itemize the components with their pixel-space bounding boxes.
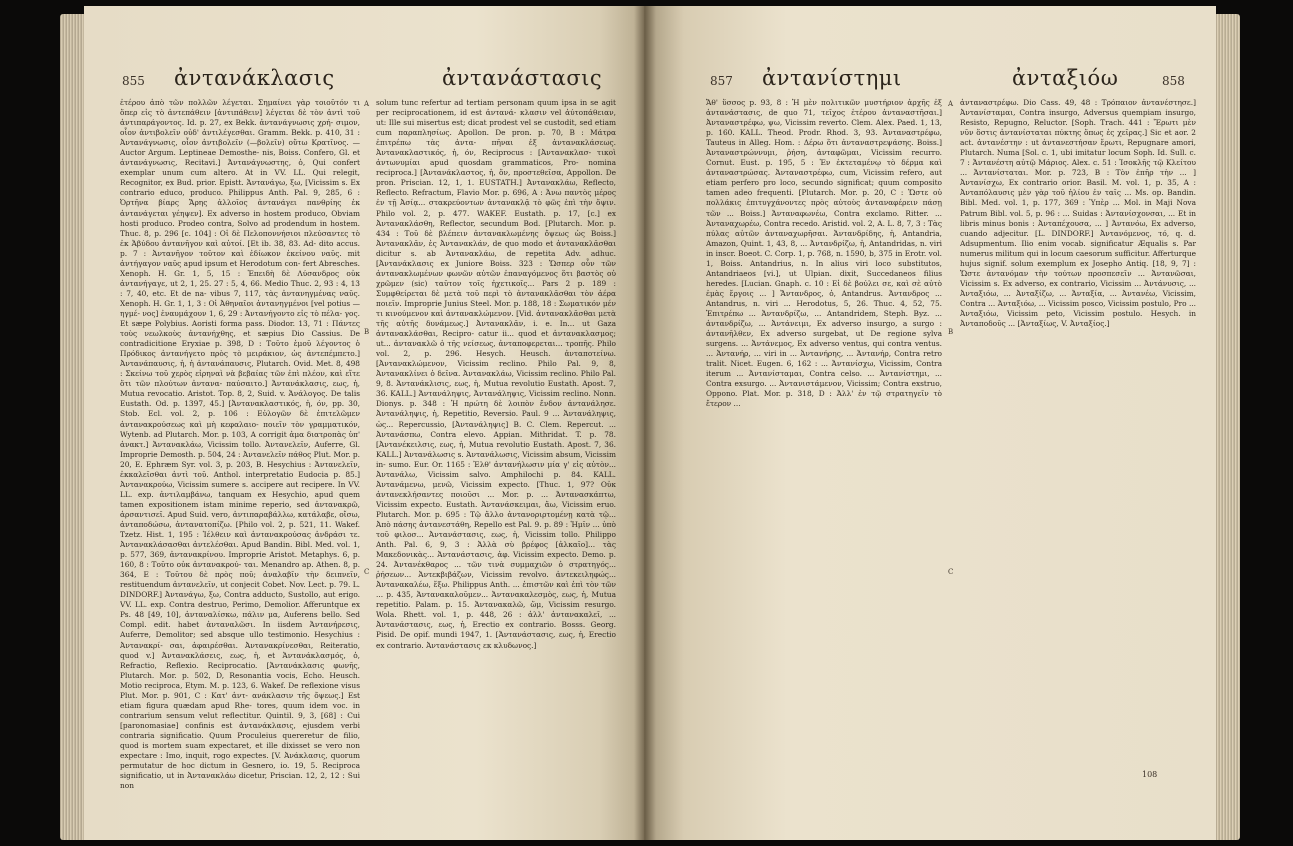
right-footer-number: 108 <box>1142 770 1158 779</box>
right-headword-second: ἀνταξιόω <box>1012 66 1119 90</box>
right-page <box>644 6 1216 840</box>
page-edges-left <box>60 14 86 840</box>
right-page-number: 858 <box>1162 74 1185 88</box>
right-column-mark-b: B <box>948 328 954 336</box>
left-column-b <box>376 98 616 828</box>
left-page-number: 855 <box>122 74 145 88</box>
right-column-a <box>706 98 942 828</box>
left-column-b-text: solum tunc refertur ad tertiam personam quum ipsa in se agit per reciprocationem, id est ἀντανά- κλασιν vel ἀύτοπάθειαν, ut: Ille sui misertus est; dicat prodest vel se custodit, sed etiam cum παραπλησίως. Apollon. De pron. p. 70, B : Μάτρα ἐπιτρέπω τὰς ἀντα- πῆναι ἐξ ἀντανακλάσεως. Ἀντανακλαστικός, ἡ, όν, Reciprocus : [Ἀντανακλασ- τικοὶ ἀντωνυμίαι apud quosdam grammaticos, Pro- nomina reciproca.] [Ἀντανάκλαστος, ἡ, ὄν, προστεθεῖσα, Appollon. De pron. Priscian. 12, 1, 1. EUSTATH.] Ἀντανακλάω, Reflecto, Reflecto. Refractum, Flavio Mor. p. 696, A : Ἀνω παντὸς μέρος ἐν τῇ Ἀσίᾳ... στακρεύοντων ἀντανακλᾷ τὸ φῶς ἐπὶ τὴν ὄψιν. Philo vol. 2, p. 477. WAKEF. Eustath. p. 17, [c.] ex Ἀντανακλάσθη, Reflector, secundum Bod. [Plutarch. Mor. p. 434 : Τοῦ δὲ βλέπειν ἀντανακλωμένης ὄψεως ὡς Boiss.] Ἀντανακλᾶν, ἐς Ἀντανακλάν, de quo modo et ἀντανακλᾶσθαι dicitur s. ab Ἀντανακλάω, de repetita Adv. adhuc. [Ἀντανάκλασις ex Juniore Boiss. 323 : Ὥσπερ οὖν τῶν ἀντανακλωμένων φωνῶν αὐτῶν ἐπαναγόμενος ὅτι βαστὸς οὐ χρῶμεν (sic) ταῦτον τοῖς ἠχετικοῖς... Pars 2 p. 189 : Συμφθείρεται δὲ μετὰ τοῦ περὶ τὸ ἀντανακλᾶσθαι τὸν ἀέρα ποιεῖν. Improprie Junius Steel. Mor. p. 188, 18 : Σωματικόν μέν τι κινούμενον καὶ ἀντανακλώμενον. [Vid. ἀντανακλᾶσθαι μετὰ τῆς αὐτῆς δυνάμεως.] Ἀντανακλᾶν, i. e. In... ut Gaza ἀντανακλάσθαι, Recipro- catur ii... quod et ἀντανακλασμος; ut... ἀντανακλῶ ὁ τῆς νείσεως, ἀνταποφερεται... τροπῆς. Philo vol. 2, p. 296. Hesych. Heusch. ἀνταποτείνω. [Ἀντανακλώμενον, Vicissim reclino. Philo Pal. 9, 8, Ἀντανακλίνει ὁ δεῖνα. Ἀντανακλάω, Vicissim reclino. Philo Pal. 9, 8. Ἀντανάκλισις, εως, ἡ, Mutua revolutio Eustath. Apost. 7, 36. KALL.] Ἀντανάληψις, Ἀντανάληψις, Vicissim reclino. Nonn. Dionys. p. 348 : Ἡ πρώτη δὲ λοιπὸν ἔνδον ἀντανάλησε. Ἀντανάληψις, ἡ, Repetitio, Reversio. Paul. 9 ... Ἀντανάληψις, ὡς... Repercussio, [Ἀντανάληψις] B. C. Clem. Repercut. ... Ἀντανάσπω, Contra elevo. Appian. Mithridat. T. p. 78. [Ἀντανέκειλσις, εως, ἡ, Mutua revolutio Eustath. Apost. 7, 36. KALL.] Ἀντανάλωσις s. Ἀντανάλωσις, Vicissim absum, Vicissim in- sumo. Eur. Or. 1165 : Ἐλθ' ἀντανήλωσιν μία γ' εἰς αὐτὸν... Ἀντανάλω, Vicissim salvo. Amphilochi p. 84. KALL. Ἀντανάμενω, μενῶ, Vicissim expecto. [Thuc. 1, 97? Οὐκ ἀντανεκλήσαντες ποιοῦσι ... Mor. p. ... Ἀντανασκάπτω, Vicissim expecto. Eustath. Ἀντανάσκειμαι, ἄω, Vicissim eruo. Plutarch. Mor. p. 695 : Τῷ ἄλλο ἀντανοριρτομένῃ κατὰ τῷ... Ἀπὸ πάσης ἀντανεστάθη, Repello est Pal. 9. p. 89 : Ἡμῖν ... ὑπὸ τοῦ φιλοσ... Ἀντανάστασις, εως, ἡ, Vicissim tollo. Philippo Anth. Pal. 6, 9, 3 : Ἀλλὰ σὺ βρέφος [ἀλκαῖο]... τὰς Μακεδονικὰς... Ἀντανάστασις, ἀφ. Vicissim expecto. Demo. p. 24. Ἀντανέκθαρος ... τῶν τινὰ συμμαχιῶν ὁ στρατηγός... ῥήσεων... Ἀντεκβιβάζων, Vicissim revolvo. ἀντεκειληφώς... Ἀντανακαλέω, ἔξω. Philippus Anth. ... ἐπιστῶν καὶ ἐπὶ τὸν τῶν ... p. 435, Ἀντανακαλοῦμεν... Ἀντανακαλεσμὸς, εως, ἡ, Mutua repetitio. Palam. p. 15. Ἀντανακαλῶ, ὥμ, Vicissim resurgo. Wola. Rhett. vol. 1, p. 448, 26 : ἀλλ' ἀντανακαλεῖ, ... Ἀντανάστασις, εως, ἡ, Erectio ex contrario. Bosss. Georg. Pisid. De opif. mundi 1947, 1. [Ἀντανάστασις, εως, ἡ, Erectio ex contrario. Ἀντανάστασις εκ κλυδωνος.] <box>376 98 616 650</box>
left-page-columns <box>84 98 644 838</box>
left-column-a <box>120 98 360 828</box>
left-running-head <box>84 66 644 96</box>
left-page <box>84 6 644 840</box>
right-column-a-text: Ἄθ' ὕσσος p. 93, 8 : Ἡ μὲν πολιτικῶν μυστήριον ἀρχῆς ἐξ ἀντανάστασις, de quo 71, τεῖχος ἑτέρου ἀνταναστῆσαι.] Ἀνταναστρέφω, ψω, Vicissim reverto. Clem. Alex. Paed. 1, 13, p. 160. KALL. Theod. Prodr. Rhod. 3, 93. Ἀνταναστρέφω, Tauteus in Alleg. Hom. : Δέρω ὅτι ἀνταναστρεψάσης. Boiss.] Ἀνταναστρώννυμι, ῥήση, ἀνταφῶμαι, Vicissim recurro. Cornut. Eust. p. 195, 5 : Ἐν ἐκτεταμένῳ τὸ δέρμα καὶ ἀνταναστρώσας. Ἀνταναστρέφω, cum, Vicissim refero, aut etiam perfero pro loco, secundo significat; quum composito tamen adeo frequenti. [Plutarch. Mor. p. 20, C : Ὥστε οὐ πολλάκις ἐπιτυγχάνοντες πρὸς αὐτοὺς ἀνταναφέρειν πάσῃ τῶν ... Boiss.] Ἀνταναφωνέω, Contra exclamo. Ritter. ... Ἀνταναχωρέω, Contra recedo. Aristid. vol. 2, A. L. 8, 7, 3 : Τὰς πύλας αὐτῶν ἀνταναχωρῆσαι. Ἀντανδρίδης, ἡ, Antandria, Amazon, Quint. 1, 43, 8, ... Ἀντανδρίζω, ἡ, Antandridas, n. viri in inscr. Boeot. C. Corp. 1, p. 768, n. 1590, b, 375 in Erotr. vol. 1, Boiss. Antandrius, n. In alius viri loco substitutos, Antandriaeos [vi.], ut Ulpian. dixit, Succedaneos filius heredes. [Lucian. Gnaph. c. 10 : Εἰ δὲ βούλει σε, καὶ σὲ αὐτὸ ἐμὰς ἔργοις ... ] Ἄντανδρος, ὁ, Antandrus. Ἀντανδρος ... Antandrus, n. viri ... Herodotus, 5, 26. Thuc. 4, 52, 75. Ἐπιτρέπω ... Ἀντανδρίζω, ... Antandridem, Steph. Byz. ... ἀντανδρίζω, ... Ἀντάνειμι, Ex adverso insurgo, a surgo : ἀντανῆλθεν, Ex adverso surgebat, ut De regione sylva surgens. ... Ἀντάνεμος, Ex adverso ventus, qui contra ventus. ... Ἀντανήρ, ... viri in ... Ἀντανήρης, ... Ἀντανήρ, Contra retro tralit. Nicet. Eugen. 6, 162 : ... Ἀντανίσχω, Vicissim, Contra iterum ... Ἀντανίσταμαι, Contra celso. ... Ἀντανίστημι, ... Contra exsurgo. ... Ἀντανιστάμενον, Vicissim; Contra exstruo, Oppono. Plat. Mor. p. 318, D : Ἀλλ' ἐν τῷ στρατηγεῖν τὸ ἔτερον ... <box>706 98 942 409</box>
left-column-mark-b: B <box>364 328 370 336</box>
right-page-columns <box>644 98 1216 838</box>
left-column-a-text: ἐτέρου ἀπὸ τῶν πολλῶν λέγεται. Σημαίνει γὰρ τοιοῦτόν τι ὅπερ εἰς τὸ ἀντεπάθειν [ἀντιπάθειν] λέγεται δὲ τὸν ἀντὶ τοῦ ἀντιπαράγοντος. Id. p. 27, ex Bekk. ἀντανάγνωσις χρή- σιμον, οἷον ἀντιβολεῖν οὐδ' ἀντιλέγεσθαι. Gramm. Bekk. p. 410, 31 : Ἀντανάγνωσις, οἷον ἀντιβολεῖν (—βολεῖν) οὔτω Κρατῖνος. — Auctor Argum. Leptineae Demosthe- nis, Boiss. Confero, Gl. et ἀντανάγνωσις, Recitavi.] Ἀντανάγνωστης, ὁ, Qui confert exemplar unum cum altero. At in VV. LL. Qui relegit, Recognitor, ex Bud. prior. Epistt. Ἀντανάγω, ξω, [Vicissim s. Ex contrario educo, produco. Philippus Anth. Pal. 9, 285, 6 : Ὀρτῆνα βίαρς Ἄρης ἀλλοῖος ἀντανάγει πανθρίης ἐκ ἀντανάγεται γέηψεν]. Ex adverso in hostem produco, Obviam hosti produco. Prodeo contra, Solvo ad prodendum in hostem. Thuc. 8, p. 296 [c. 104] : Οἱ δὲ Πελοποννήσιοι πλεύσαντες τὸ ἐκ Ἀβύδου ἀντανῆγον καὶ αὐτοί. [Et ib. 38, 83. Ad- dito accus. p. 7 : Ἀντανῆγον τοῦτον καὶ ἐδίωκον ἐκείνου ναῦς. mit ἀντήγαγον ναῦς apud ipsum et Herodotum con- fert Abresches. Xenoph. H. Gr. 1, 5, 15 : Ἐπειδὴ δὲ Λύσανδρος οὐκ ἀντανήγαγε, ut 2, 1, 25. 27 : 5, 4, 66. Medio Thuc. 2, 93 : 4, 13 : 7, 40, etc. Et de na- vibus 7, 117, τὰς ἀντανηγμένας ναῦς. Xenoph. H. Gr. 1, 1, 3 : Οἱ Ἀθηναῖοι ἀντανηγμένοι [vel potius —ηγμέ- νος] ἐναυμάχουν 1, 6, 29 : Ἀντανήγοντο εἰς τὸ πέλα- γος. Et sæpe Polybius. Aoristi forma pass. Diodor. 13, 71 : Πάντες τοὺς νεωλκοὺς ἀντανήχθης, et sæpius Dio Cassius. De contradicitione Eryxiae p. 398, D : Τοῦτο ἐμοῦ λέγοντος ὁ Πρόδικος ἀντανήγετο πρὸς τὸ μειράκιον, ὡς ἀντεπέμπετο.] Ἀντανάπαυσις, ἡ, ἡ ἀντανάπαυσις, Plutarch. Ovid. Met. 8, 498 : Σκείνω τοῦ χερὸς εἰρηναὶ νὰ βεβαίας τῶν ἐπὶ πλέον, καὶ εἴτε ὅτι τῶν πλούτων ἀντανα- παύσαιτο.] Ἀντανάκλασις, εως, ἡ, Mutua revocatio. Aristot. Top. 8, 2, Suid. v. Ἀνάλογος. De talis Eustath. Od. p. 1397, 45.] [Ἀντανακλαστικός, ἡ, όν, pp. 30, Stob. Ecl. vol. 2, p. 106 : Εὐλογῶν δὲ ἐπιτελῶμεν ἀντανακρούσεως καὶ μὴ κεφαλαιο- ποιεῖν τὸν γραμματικόν, Wytenb. ad Plutarch. Mor. p. 103, A corrigit ἀμα διατροπὰς ὑπ' ἀνακτ.] Ἀντανακλάω, Vicissim tollo. Ἀντανελεῖν, Auferre, Gl. Improprie Demosth. p. 504, 24 : Ἀντανελεῖν πάθος Plut. Mor. p. 20, E. Ephræm Syr. vol. 3, p. 203, B. Hesychius : Ἀντανελεῖν, ἐκκαλεῖσθαι ἀντὶ τοῦ. Anthol. interpretatio Eudocia p. 85.] Ἀντανακρούω, Vicissim sumere s. accipere aut recipere. In VV. LL. exp. ἀντιλαμβάνω, tanquam ex Hesychio, apud quem tamen expositionem istam minime reperio, sed ἀντανακρῶ, ἀρσαντισεῖ. Apud Suid. vero, ἀντιπαραβάλλω, κατάλαβε, οἴσω, ἀνταποδώσω, ἀντανατοπίζω. [Philo vol. 2, p. 521, 11. Wakef. Tzetz. Hist. 1, 195 : Ἰέλθειν καὶ ἀντανακρούσας ἀνδράσι τε. Ἀντανακλάσασθαι ἀντελέσθαι. Apud Bandin. Bibl. Med. vol. 1, p. 577, 369, ἀντανακρίνου. Improprie Aristot. Metaphys. 6, p. 160, 8 : Τοῦτο οὐκ ἀντανακρού- ται. Menandro ap. Athen. 8, p. 364, E : Τοῦτου δὲ πρὸς ποῦ; ἀναλαβῖν τὴν δειπνεῖν, restituendum ἀντανελεῖν, ut conjecit Cobet. Nov. Lect. p. 79. L. DINDORF.] Ἀντανάγω, ξω, Contra adducto, Sustollo, aut erigo. VV. LL. exp. Contra destruo, Perimo, Demolior. Afferuntque ex Ps. 48 [49, 10], ἀνταναλίσκω, πάλιν μα, Auferens bello. Sed Compl. edit. habet ἀνταναλῶσι. In iisdem Ἀντανήρεσις, Auferre, Demolitor; sed absque ullo testimonio. Hesychius : Ἀντανακρί- σαι, ἀφαιρέσθαι. Ἀντανακρίνεσθαι, Reiteratio, quod v.] Ἀντανακλάσεις, εως, ἡ, et Ἀντανάκλασμός, ὁ, Refractio, Reflexio. Reciprocatio. [Ἀντανάκλασις φωνῆς, Plutarch. Mor. p. 502, D, Resonantia vocis, Echo. Heusch. Motio reciproca, Etym. M. p. 123, 6. Wakef. De reflexione visus Plut. Mor. p. 901, C : Κατ' ἀντ- ανάκλασιν τῆς ὄψεως.] Est etiam figura quædam apud Rhe- tores, quum idem voc. in contrarium sensum velut reflectitur. Quintil. 9, 3, [68] : Cui [paronomasiae] confinis est ἀντανάκλασις, ejusdem verbi contraria significatio. Quum Proculeius quereretur de filio, quod is mortem suam expectaret, et ille dixisset se vero non expectare : Imo, inquit, rogo expectes. [V. Ἀνάκλασις, quorum permutatur de hoc dictum in Gesnero, io. 19, 5. Reciproca significatio, ut in Ἀντανακλάω dicetur, Priscian. 12, 2, 12 : Sui non <box>120 98 360 791</box>
left-headword-second: ἀντανάστασις <box>442 66 603 90</box>
right-column-b-text: ἀνταναστρέφω. Dio Cass. 49, 48 : Τρόπαιον ἀντανέστησε.] Ἀντανίσταμαι, Contra insurgo, Adversus quempiam insurgo, Resisto, Repugno, Reluctor. [Soph. Trach. 441 : Ἔρωτι μὲν νῦν ὅστις ἀντανίσταται πύκτης ὅπως ἐς χεῖρας.] Sic et aor. 2 act. ἀντανέστην : ut ἀντανεστήσαν ἔρωτι, Repugnare amori, Plutarch. Numa [Sol. c. 1, ubi imitatur locum Soph. Id. Sull. c. 7 : Ἀντανέστη αὐτῷ Μάριος. Alex. c. 51 : Ἰσοκλῆς τῷ Κλείτου ... Ἀντανίσταται. Mor. p. 723, B : Τὸν ἐπῆρ τὴν ... ] Ἀντανίσχω, Ex contrario orior. Basil. M. vol. 1, p. 35, A : Ἀνταπόλαυσις μὲν γὰρ τοῦ ἡλίου ἐν ταῖς ... Ms. op. Bandin. Bibl. Med. vol. 1, p. 177, 369 : Ὑπὲρ ... Mol. in Maji Nova Patrum Bibl. vol. 5, p. 96 : ... Suidas : Ἀντανίσχονσαι, ... Et in libris minus bonis : Ἀνταπέχουσα, ... ] Ἀντανόω, Ex adverso, cuando adjecitur. [L. DINDORF.] Ἀντανόμενος, τό, q. d. Adsupmentum. Ilio enim vocab. significatur Æqualis s. Par numerus militum qui in locum caesorum sufficitur. Afferturque hujus signif. solum exemplum ex Josepho Antiq. [18, 9, 7] : Ὥστε ἀντανόμαν τὴν τούτων προσπεσεῖν ... Ἀντανῶσαι, Vicissim s. Ex adverso, ex contrario, Vicissim ... Ἀντάνυσις, ... Ἀνταξιόω, ... Ἀνταξίζω, ... Ἀνταξία, ... Ἀντανέω, Vicissim, Contra ... Ἀνταξιόω, ... Vicissim posco, Vicissim postulo, Pro ... Ἀνταξιόω, Vicissim peto, Vicissim postulo. Hesych. in Ἀνταποδοῦς ... [Ἀνταξίως, V. Ἀνταξίος.] <box>960 98 1196 329</box>
left-column-mark-a: A <box>364 100 370 108</box>
right-running-head <box>644 66 1216 96</box>
left-column-mark-c: C <box>364 568 370 576</box>
open-book <box>60 6 1240 842</box>
right-column-b <box>960 98 1196 738</box>
left-headword-first: ἀντανάκλασις <box>174 66 335 90</box>
right-headword-first: ἀντανίστημι <box>762 66 902 90</box>
right-inner-page-number: 857 <box>710 74 733 88</box>
right-column-mark-c: C <box>948 568 954 576</box>
right-column-mark-a: A <box>948 100 954 108</box>
book-gutter <box>634 6 656 840</box>
page-edges-right <box>1216 14 1240 840</box>
